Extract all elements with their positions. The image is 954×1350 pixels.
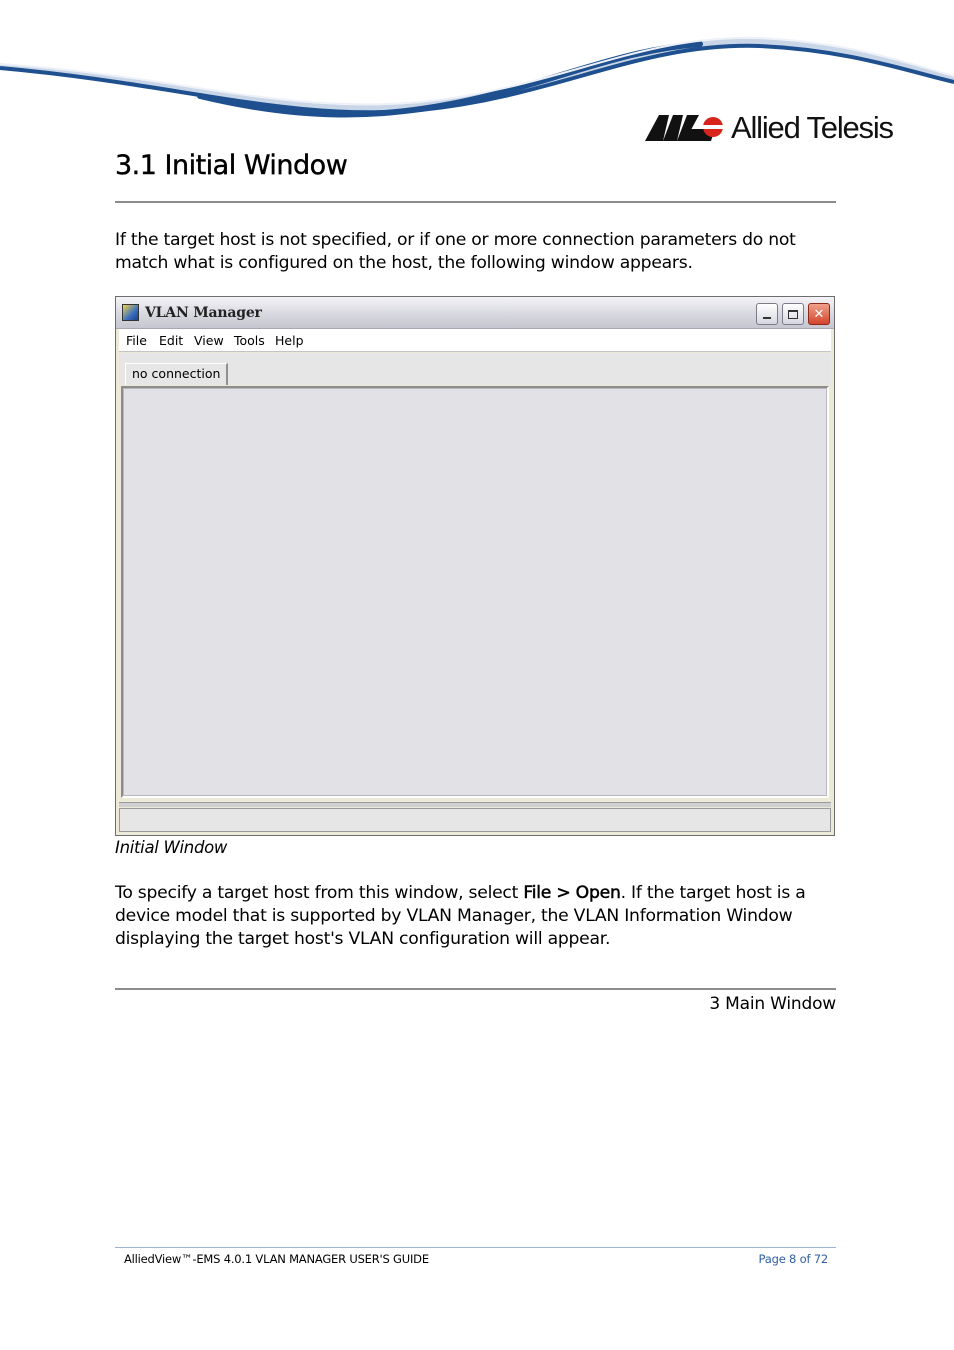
menu-tools: Tools bbox=[234, 333, 265, 348]
close-button bbox=[808, 303, 830, 325]
minimize-icon bbox=[763, 317, 771, 319]
status-bar bbox=[119, 808, 831, 832]
window-content-area bbox=[121, 386, 829, 798]
intro-paragraph: If the target host is not specified, or if one or more connection parameters do not match what is configured on the host, the following window appears. bbox=[115, 230, 796, 273]
chapter-footer: 3 Main Window bbox=[709, 994, 836, 1014]
close-icon: ✕ bbox=[813, 306, 825, 322]
footer-page-number: Page 8 of 72 bbox=[758, 1252, 828, 1266]
connection-tab-strip bbox=[119, 353, 831, 385]
page-footer-rule bbox=[115, 1247, 836, 1248]
logo-wordmark: Allied Telesis bbox=[731, 110, 893, 145]
instructions-text-2: . If the target host is a device model that is supported by VLAN Manager, the VLAN Information Window displaying the target host's VLAN configuration will appear. bbox=[115, 883, 806, 949]
instructions-text-1: To specify a target host from this window, select bbox=[115, 883, 524, 903]
menu-edit: Edit bbox=[159, 333, 184, 348]
chapter-rule bbox=[115, 988, 836, 990]
vlan-manager-window-screenshot bbox=[115, 296, 835, 836]
status-separator bbox=[119, 802, 831, 807]
menu-bar bbox=[119, 329, 831, 352]
menu-file: File bbox=[126, 333, 147, 348]
content-inner-border bbox=[123, 388, 827, 796]
maximize-button bbox=[782, 303, 804, 325]
vlan-manager-app-icon bbox=[122, 304, 139, 321]
window-titlebar bbox=[116, 297, 834, 329]
window-title: VLAN Manager bbox=[145, 305, 262, 321]
allied-telesis-logo bbox=[645, 108, 893, 148]
connection-status-tab: no connection bbox=[125, 363, 228, 385]
menu-path: File > Open bbox=[523, 883, 621, 903]
minimize-button bbox=[756, 303, 778, 325]
footer-doc-title: AlliedView™-EMS 4.0.1 VLAN MANAGER USER'S GUIDE bbox=[124, 1252, 429, 1266]
menu-view: View bbox=[194, 333, 224, 348]
instructions-paragraph bbox=[115, 882, 840, 951]
menu-help: Help bbox=[275, 333, 304, 348]
maximize-icon bbox=[788, 310, 798, 319]
section-title-rule bbox=[115, 201, 836, 203]
logo-mark-icon bbox=[645, 115, 725, 141]
figure-caption: Initial Window bbox=[115, 838, 228, 857]
section-title: 3.1 Initial Window bbox=[115, 150, 348, 181]
